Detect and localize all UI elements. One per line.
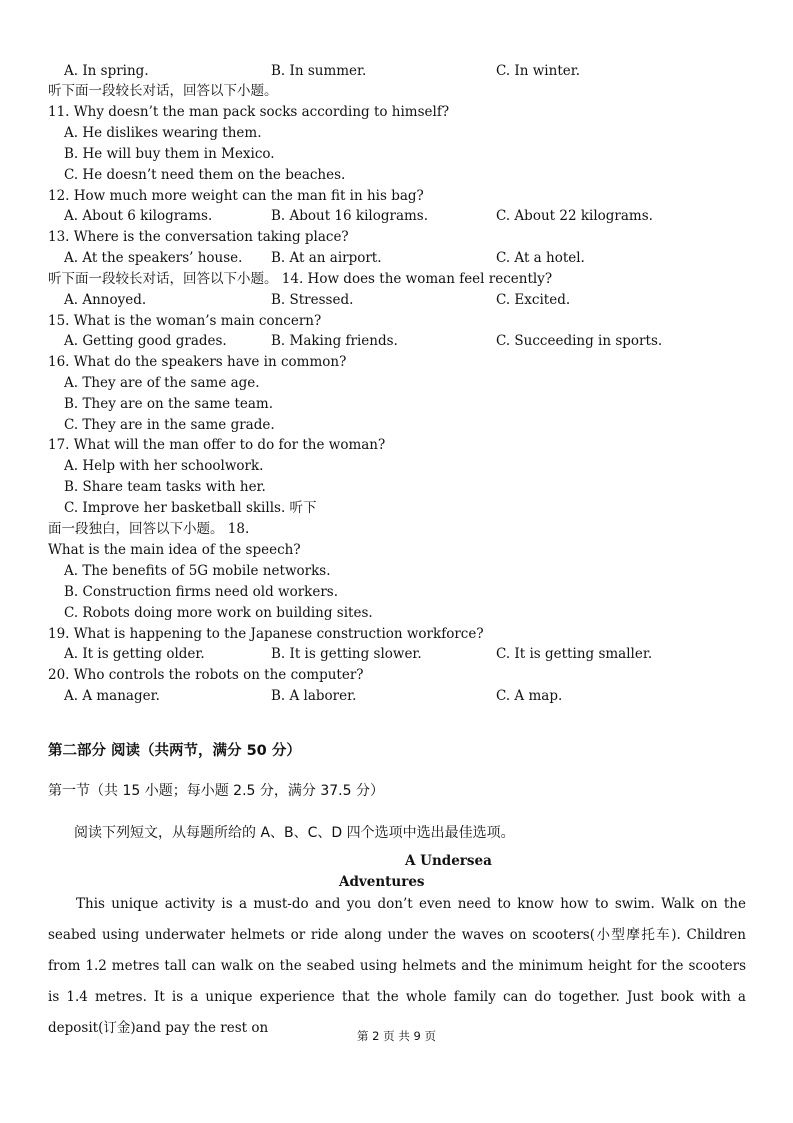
q12-stem: 12. How much more weight can the man fit in his bag?	[48, 188, 424, 204]
q16-stem: 16. What do the speakers have in common?	[48, 354, 347, 370]
q11-option-c: C. He doesn’t need them on the beaches.	[64, 167, 346, 183]
q13-option-a: A. At the speakers’ house.	[64, 250, 243, 266]
q19-option-c: C. It is getting smaller.	[496, 646, 653, 662]
passage-title-line2: Adventures	[339, 874, 425, 890]
q17-option-c: C. Improve her basketball skills. 听下	[64, 500, 317, 516]
q14-option-a: A. Annoyed.	[64, 292, 147, 308]
q14-option-c: C. Excited.	[496, 292, 571, 308]
q16-option-c: C. They are in the same grade.	[64, 417, 275, 433]
q11-option-b: B. He will buy them in Mexico.	[64, 146, 275, 162]
q18-stem: What is the main idea of the speech?	[48, 542, 301, 558]
q10-option-c: C. In winter.	[496, 63, 580, 79]
q20-stem: 20. Who controls the robots on the computer?	[48, 667, 364, 683]
part2-heading: 第二部分 阅读（共两节，满分 50 分）	[48, 743, 301, 759]
reading-instruction: 阅读下列短文，从每题所给的 A、B、C、D 四个选项中选出最佳选项。	[74, 825, 515, 841]
q19-stem: 19. What is happening to the Japanese construction workforce?	[48, 626, 484, 642]
q10-option-a: A. In spring.	[64, 63, 149, 79]
q18-option-b: B. Construction firms need old workers.	[64, 584, 339, 600]
q17-option-b: B. Share team tasks with her.	[64, 479, 266, 495]
q14-option-b: B. Stressed.	[271, 292, 354, 308]
q16-option-b: B. They are on the same team.	[64, 396, 274, 412]
q16-option-a: A. They are of the same age.	[64, 375, 260, 391]
q20-option-b: B. A laborer.	[271, 688, 357, 704]
q12-option-b: B. About 16 kilograms.	[271, 208, 429, 224]
q14-stem: 听下面一段较长对话，回答以下小题。 14. How does the woman feel recently?	[48, 271, 553, 287]
q13-stem: 13. Where is the conversation taking place?	[48, 229, 349, 245]
q17-option-a: A. Help with her schoolwork.	[64, 458, 264, 474]
q15-stem: 15. What is the woman’s main concern?	[48, 313, 322, 329]
q18-option-a: A. The benefits of 5G mobile networks.	[64, 563, 331, 579]
q19-option-b: B. It is getting slower.	[271, 646, 422, 662]
q19-option-a: A. It is getting older.	[64, 646, 205, 662]
q13-option-c: C. At a hotel.	[496, 250, 585, 266]
q11-option-a: A. He dislikes wearing them.	[64, 125, 262, 141]
q11-stem: 11. Why doesn’t the man pack socks according to himself?	[48, 104, 450, 120]
monologue-prompt: 面一段独白，回答以下小题。 18.	[48, 521, 250, 537]
q12-option-a: A. About 6 kilograms.	[64, 208, 213, 224]
q15-option-a: A. Getting good grades.	[64, 333, 227, 349]
section1-heading: 第一节（共 15 小题；每小题 2.5 分，满分 37.5 分）	[48, 783, 384, 799]
q15-option-b: B. Making friends.	[271, 333, 398, 349]
q12-option-c: C. About 22 kilograms.	[496, 208, 653, 224]
page-footer: 第 2 页 共 9 页	[357, 1029, 436, 1043]
q18-option-c: C. Robots doing more work on building sites.	[64, 605, 373, 621]
q10-option-b: B. In summer.	[271, 63, 367, 79]
passage-paragraph: This unique activity is a must-do and you don’t even need to know how to swim. Walk on the seabed using underwater helmets or ride along under the waves on scooters(小型摩托车). Children from 1.2 metres tall can walk on the seabed using helmets and the minimum height for the scooters is 1.4 metres. It is a unique experience that the whole family can do together. Just book with a deposit(订金)and pay the rest on	[48, 896, 746, 1036]
q20-option-a: A. A manager.	[64, 688, 160, 704]
q13-option-b: B. At an airport.	[271, 250, 382, 266]
q15-option-c: C. Succeeding in sports.	[496, 333, 663, 349]
listening-prompt: 听下面一段较长对话，回答以下小题。	[48, 83, 278, 99]
q17-stem: 17. What will the man offer to do for the woman?	[48, 437, 386, 453]
passage-title-line1: A Undersea	[405, 853, 492, 869]
q20-option-c: C. A map.	[496, 688, 563, 704]
